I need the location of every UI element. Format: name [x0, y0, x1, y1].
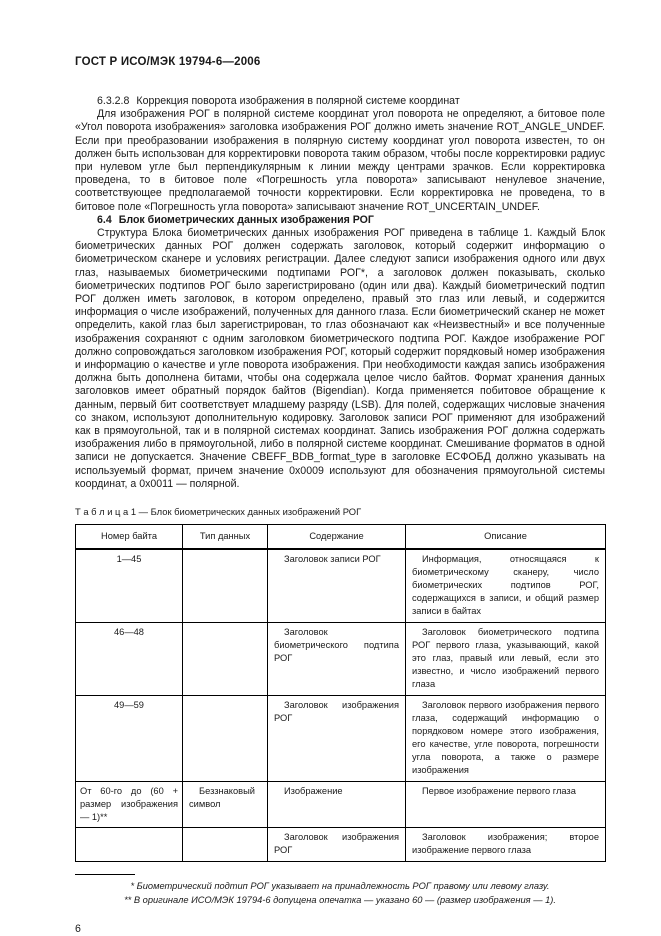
section-number: 6.3.2.8 [97, 95, 130, 107]
section-title: Блок биометрических данных изображения РОГ [118, 213, 374, 226]
document-header-title: ГОСТ Р ИСО/МЭК 19794-6—2006 [75, 56, 261, 68]
cell-description: Заголовок биометрического подтипа РОГ первого глаза, указывающий, какой это глаз, правый или левый, если это известно, и число изображений первого глаза [406, 623, 606, 696]
table-caption: Т а б л и ц а 1 — Блок биометрических данных изображений РОГ [75, 506, 362, 518]
cell-content: Заголовок записи РОГ [268, 549, 406, 623]
column-header-content: Содержание [268, 525, 406, 550]
footnote-1: * Биометрический подтип РОГ указывает на принадлежность РОГ правому или левому глазу. [130, 881, 550, 892]
cell-description: Первое изображение первого глаза [406, 782, 606, 828]
cell-description: Информация, относящаяся к биометрическому сканеру, число биометрических подтипов РОГ, содержащихся в записи, и общий размер записи в байтах [406, 549, 606, 623]
cell-byte-number [76, 828, 183, 862]
paragraph-rotation-correction: Для изображения РОГ в полярной системе координат угол поворота не определяют, а битовое поле «Угол поворота изображения» заголовка изображения РОГ должно иметь значение ROT_ANGLE_UNDEF. Если при преобразовании изображения в полярную систему координат угол поворота известен, то он должен быть использован для корректировки поворота таким образом, чтобы после корректировки радиус при нулевом угле был перпендикулярным к линии между центрами зрачков. Если корректировка проведена, то в битовое поле «Погрешность угла поворота» записывают ненулевое значение, соответствующее предполагаемой точности корректировки. Если корректировка не проведена, то в битовое поле «Погрешность угла поворота» записывают значение ROT_UNCERTAIN_UNDEF. [75, 108, 605, 213]
column-header-data-type: Тип данных [183, 525, 268, 550]
section-title: Коррекция поворота изображения в полярной системе координат [136, 95, 460, 107]
page-content [75, 56, 605, 935]
cell-data-type [183, 549, 268, 623]
footnote-2: ** В оригинале ИСО/МЭК 19794-6 допущена опечатка — указано 60 — (размер изображения — 1). [124, 894, 556, 905]
column-header-description: Описание [406, 525, 606, 550]
table-row [76, 828, 606, 862]
footnote-divider [75, 874, 135, 875]
paragraph-biometric-data-block: Структура Блока биометрических данных изображения РОГ приведена в таблице 1. Каждый Блок биометрических данных РОГ должен содержать заголовок, который содержит информацию о биометрическом сканере и условиях регистрации. Далее следуют записи изображения одного или двух глаз, называемых биометрическими подтипами РОГ*, а заголовок должен показывать, сколько биометрических подтипов РОГ было зарегистрировано (один или два). Каждый биометрический подтип РОГ должен иметь заголовок, в котором определено, правый это глаз или левый, и содержится информация о числе изображений, полученных для данного глаза. Если биометрический сканер не может определить, какой глаз был зарегистрирован, то глаз обозначают как «Неизвестный» и все полученные изображения сохраняют с одним заголовком биометрического подтипа РОГ. Каждое изображение РОГ должно сопровождаться заголовком изображения РОГ, который содержит порядковый номер изображения и информацию о качестве и угле поворота изображения. При необходимости каждая запись изображения должна быть дополнена битами, чтобы она содержала целое число байтов. Формат хранения данных заголовков имеет обратный порядок байтов (Bigendian). Когда применяется побитовое обращение к данным, первый бит соответствует младшему разряду (LSB). Для полей, содержащих числовые значения со знаком, используют дополнительную кодировку. Заголовок записи РОГ применяют для изображений как в прямоугольной, так и в полярной системах координат. Запись изображения РОГ должна содержать изображения либо в прямоугольной, либо в полярной системе координат. Смешивание форматов в одной записи не допускается. Значение CBEFF_BDB_format_type в заголовке ЕСФОБД должно указывать на используемый формат, причем значение 0x0009 используют для обозначения прямоугольной системы координат, а 0x0011 — полярной. [75, 227, 605, 490]
cell-content: Изображение [268, 782, 406, 828]
cell-description: Заголовок первого изображения первого глаза, содержащий информацию о порядковом номере этого изображения, его качестве, угле поворота, погрешности угла поворота, а также о размере изображения [406, 696, 606, 782]
cell-byte-number: От 60-го до (60 + размер изображения — 1)** [76, 782, 183, 828]
cell-data-type [183, 828, 268, 862]
cell-data-type [183, 696, 268, 782]
page-number: 6 [75, 923, 81, 936]
cell-content: Заголовок биометрического подтипа РОГ [268, 623, 406, 696]
cell-description: Заголовок изображения; второе изображение первого глаза [406, 828, 606, 862]
cell-byte-number: 1—45 [76, 549, 183, 623]
section-number: 6.4 [97, 213, 112, 226]
table-row [76, 782, 606, 828]
column-header-byte-number: Номер байта [76, 525, 183, 550]
cell-content: Заголовок изображения РОГ [268, 828, 406, 862]
section-heading-6-3-2-8 [75, 95, 605, 108]
cell-content: Заголовок изображения РОГ [268, 696, 406, 782]
section-heading-6-4 [75, 214, 605, 227]
table-row [76, 696, 606, 782]
cell-byte-number: 46—48 [76, 623, 183, 696]
table-row [76, 623, 606, 696]
table-header-row [76, 525, 606, 550]
biometric-data-table [75, 524, 606, 862]
table-row [76, 549, 606, 623]
cell-byte-number: 49—59 [76, 696, 183, 782]
cell-data-type [183, 623, 268, 696]
cell-data-type: Беззнаковый символ [183, 782, 268, 828]
